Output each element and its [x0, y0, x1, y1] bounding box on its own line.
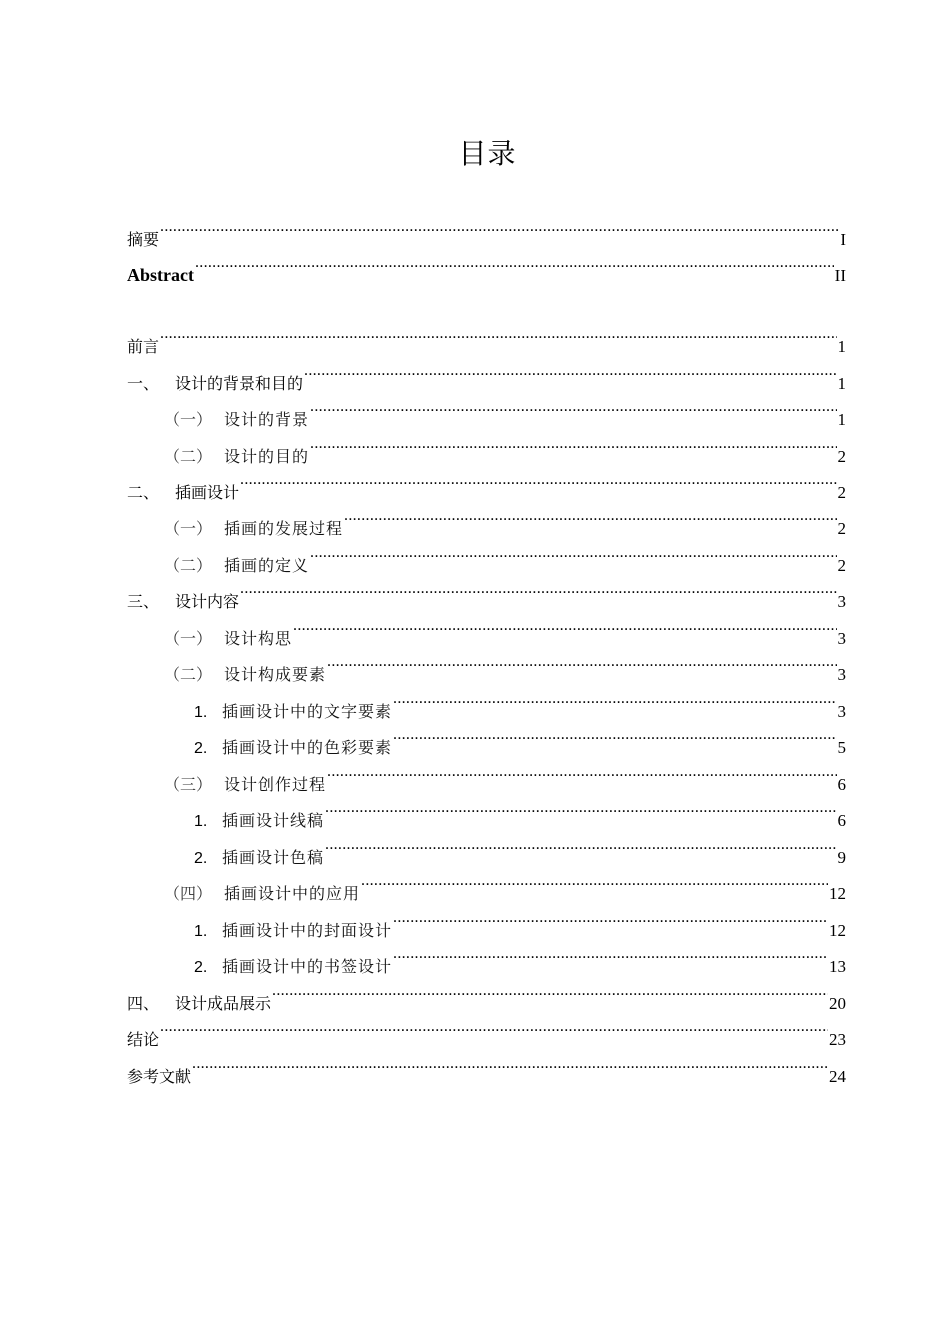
toc-entry-page-number: 6	[837, 811, 846, 830]
toc-entry-label: 设计的背景和目的	[175, 374, 304, 393]
toc-entry-page-number: 23	[829, 1030, 846, 1049]
toc-entry-label: 设计的背景	[224, 410, 310, 429]
toc-entry-label: 插画设计中的封面设计	[222, 921, 393, 940]
toc-entry-number: （二）	[164, 665, 213, 684]
toc-entry[interactable]	[127, 426, 846, 466]
toc-entry[interactable]	[127, 863, 846, 903]
toc-entry-number: （四）	[164, 884, 213, 903]
toc-entry[interactable]	[127, 245, 846, 285]
toc-entry-number: 2.	[194, 959, 208, 976]
dot-leader	[293, 608, 836, 644]
toc-entry-label: 插画设计中的书签设计	[222, 957, 393, 976]
toc-entry-label: 参考文献	[127, 1067, 192, 1086]
dot-leader	[310, 535, 836, 571]
toc-entry-page-number: 12	[829, 884, 846, 903]
toc-entry[interactable]	[127, 900, 846, 940]
toc-entry[interactable]	[127, 973, 846, 1013]
toc-entry-page-number: II	[834, 266, 846, 285]
toc-entry-number: （一）	[164, 519, 213, 538]
toc-entry-page-number: 3	[837, 702, 846, 721]
toc-entry-label: 设计的目的	[224, 447, 310, 466]
toc-entry-label: 插画设计中的色彩要素	[222, 738, 393, 757]
toc-entry-page-number: 13	[829, 957, 846, 976]
toc-entry-number: 1.	[194, 813, 208, 830]
toc-entry-label: 设计构成要素	[224, 665, 327, 684]
toc-entry[interactable]	[127, 353, 846, 393]
toc-entry[interactable]	[127, 1009, 846, 1049]
toc-entry-page-number: 1	[837, 374, 846, 393]
toc-entry-number: （二）	[164, 556, 213, 575]
toc-entry-label: 设计创作过程	[224, 775, 327, 794]
toc-entry-number: 1.	[194, 923, 208, 940]
toc-entry[interactable]	[127, 498, 846, 538]
dot-leader	[344, 498, 836, 534]
toc-entry[interactable]	[127, 754, 846, 794]
toc-entry-page-number: 3	[837, 665, 846, 684]
toc-entry[interactable]	[127, 1046, 846, 1086]
toc-entry-page-number: 1	[837, 337, 846, 356]
toc-entry[interactable]	[127, 936, 846, 976]
toc-entry-number: （一）	[164, 410, 213, 429]
toc-entry[interactable]	[127, 389, 846, 429]
dot-leader	[393, 936, 828, 972]
toc-entry-number: 四、	[127, 994, 160, 1013]
toc-entry-label: 前言	[127, 337, 160, 356]
dot-leader	[361, 863, 828, 899]
toc-entry-page-number: 2	[837, 483, 846, 502]
dot-leader	[160, 1009, 828, 1045]
dot-leader	[327, 754, 836, 790]
toc-entry-page-number: 12	[829, 921, 846, 940]
toc-entry-label: Abstract	[127, 265, 194, 285]
toc-entry-page-number: 2	[837, 556, 846, 575]
dot-leader	[393, 681, 836, 717]
toc-entry-page-number: 6	[837, 775, 846, 794]
toc-entry-number: （一）	[164, 629, 213, 648]
toc-entry-label: 设计内容	[175, 592, 240, 611]
toc-entry-page-number: 2	[837, 519, 846, 538]
dot-leader	[240, 462, 836, 498]
toc-entry-page-number: 1	[837, 410, 846, 429]
toc-entry-number: （三）	[164, 775, 213, 794]
toc-entry-label: 插画设计中的应用	[224, 884, 361, 903]
toc-entry-page-number: 2	[837, 447, 846, 466]
toc-entry-page-number: 20	[829, 994, 846, 1013]
dot-leader	[160, 316, 836, 352]
toc-entry[interactable]	[127, 462, 846, 502]
toc-title: 目录	[458, 137, 517, 170]
toc-entry-label: 插画的发展过程	[224, 519, 344, 538]
dot-leader	[160, 209, 839, 245]
dot-leader	[304, 353, 836, 389]
toc-entry[interactable]	[127, 571, 846, 611]
toc-entry[interactable]	[127, 790, 846, 830]
toc-entry-label: 插画设计	[175, 483, 240, 502]
toc-entry-number: 三、	[127, 592, 160, 611]
toc-entry[interactable]	[127, 608, 846, 648]
dot-leader	[272, 973, 828, 1009]
dot-leader	[192, 1046, 828, 1082]
toc-entry-label: 设计成品展示	[175, 994, 272, 1013]
toc-entry-label: 设计构思	[224, 629, 293, 648]
toc-entry[interactable]	[127, 644, 846, 684]
toc-entry-label: 插画设计中的文字要素	[222, 702, 393, 721]
toc-entry-number: 1.	[194, 704, 208, 721]
dot-leader	[393, 717, 836, 753]
toc-entry-label: 摘要	[127, 230, 160, 249]
toc-entry-page-number: 3	[837, 592, 846, 611]
dot-leader	[310, 389, 836, 425]
toc-entry-label: 结论	[127, 1030, 160, 1049]
toc-entry[interactable]	[127, 827, 846, 867]
toc-entry-page-number: 24	[829, 1067, 846, 1086]
toc-entry-number: 2.	[194, 850, 208, 867]
dot-leader	[393, 900, 828, 936]
dot-leader	[240, 571, 836, 607]
toc-entry[interactable]	[127, 717, 846, 757]
toc-entry-page-number: I	[840, 230, 846, 249]
toc-entry-number: 一、	[127, 374, 160, 393]
dot-leader	[327, 644, 836, 680]
toc-entry-label: 插画的定义	[224, 556, 310, 575]
dot-leader	[195, 245, 834, 281]
toc-entry-number: 2.	[194, 740, 208, 757]
toc-entry-label: 插画设计色稿	[222, 848, 325, 867]
toc-entry-page-number: 5	[837, 738, 846, 757]
toc-entry-number: 二、	[127, 483, 160, 502]
toc-entry[interactable]	[127, 209, 846, 249]
toc-entry[interactable]	[127, 535, 846, 575]
toc-entry-page-number: 9	[837, 848, 846, 867]
dot-leader	[325, 790, 836, 826]
toc-entry-page-number: 3	[837, 629, 846, 648]
toc-entry[interactable]	[127, 681, 846, 721]
dot-leader	[325, 827, 836, 863]
toc-entry[interactable]	[127, 316, 846, 356]
toc-entry-label: 插画设计线稿	[222, 811, 325, 830]
dot-leader	[310, 426, 836, 462]
toc-entry-number: （二）	[164, 447, 213, 466]
